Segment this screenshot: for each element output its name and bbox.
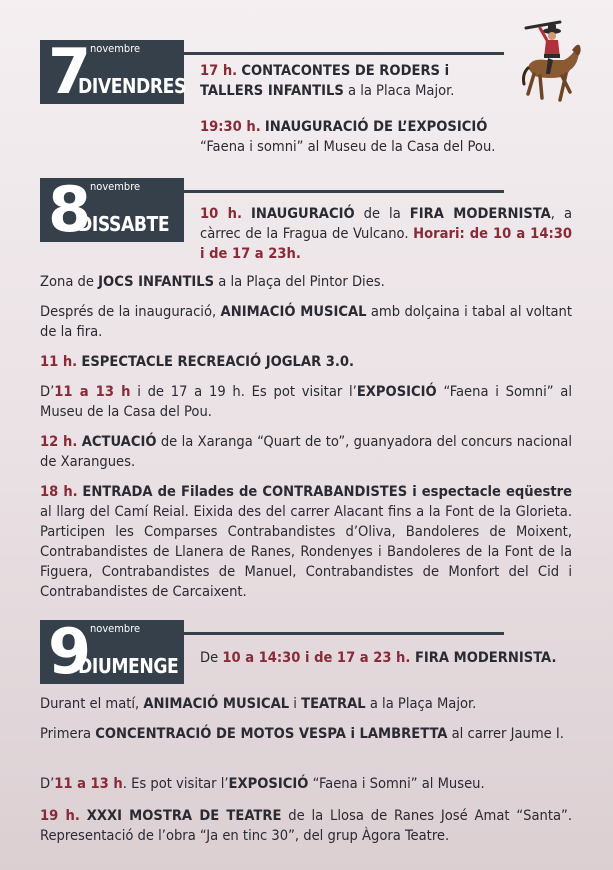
- event-9-5: [40, 806, 572, 846]
- event-detail: amb dolçaina i tabal al voltant de la fira.: [40, 303, 572, 340]
- event-detail: D’: [40, 775, 55, 792]
- event-title: INAUGURACIÓ DE L’EXPOSICIÓ: [264, 118, 488, 135]
- event-8-2: [40, 272, 572, 292]
- event-title: EXPOSICIÓ: [228, 775, 309, 792]
- event-title: FIRA MODERNISTA.: [410, 649, 557, 666]
- event-8-3: [40, 302, 572, 342]
- event-detail: D’: [40, 383, 55, 400]
- event-time: 11 a 13 h: [54, 775, 123, 792]
- event-title: JOCS INFANTILS: [98, 273, 215, 290]
- event-detail: de la Xaranga “Quart de to”, guanyadora del concurs nacional de Xarangues.: [40, 433, 572, 470]
- day-number: 9: [48, 615, 92, 688]
- event-title: XXXI MOSTRA DE TEATRE: [86, 807, 282, 824]
- event-detail: a la Plaça del Pintor Dies.: [214, 273, 385, 290]
- month-label: novembre: [90, 180, 141, 193]
- month-label: novembre: [90, 622, 141, 635]
- event-title: CONTACONTES DE RODERS i TALLERS INFANTILS: [200, 62, 450, 99]
- event-title: EXPOSICIÓ: [356, 383, 437, 400]
- event-8-7: [40, 482, 572, 602]
- event-title: ACTUACIÓ: [81, 433, 157, 450]
- event-title: ANIMACIÓ MUSICAL: [143, 695, 290, 712]
- event-title: CONCENTRACIÓ DE MOTOS VESPA i LAMBRETTA: [95, 725, 448, 742]
- event-detail: a la Placa Major.: [343, 82, 455, 99]
- event-8-6: [40, 432, 572, 472]
- event-title: TEATRAL: [301, 695, 366, 712]
- event-detail: i de 17 a 19 h. Es pot visitar l’: [130, 383, 357, 400]
- event-8-1: [200, 204, 572, 264]
- event-detail: De: [200, 649, 223, 666]
- event-detail: a la Plaça Major.: [365, 695, 477, 712]
- event-8-5: [40, 382, 572, 422]
- section-rule: [184, 190, 504, 193]
- event-title: ENTRADA de Filades de CONTRABANDISTES i espectacle eqüestre: [82, 483, 573, 500]
- event-time: 19:30 h.: [200, 118, 261, 135]
- event-schedule: Horari: de 10 a 14:30 i de 17 a 23h.: [200, 225, 572, 262]
- section-rule: [184, 52, 504, 55]
- weekday-label: DISSABTE: [78, 212, 170, 236]
- event-detail: “Faena i Somni” al Museu.: [308, 775, 485, 792]
- event-detail: al carrer Jaume I.: [447, 725, 564, 742]
- event-detail: Zona de: [40, 273, 99, 290]
- event-9-4: [40, 774, 572, 794]
- event-highlight: FIRA MODERNISTA: [409, 205, 551, 222]
- event-detail: de la Llosa de Ranes José Amat “Santa”. Representació de l’obra “Ja en tinc 30”, del grup Àgora Teatre.: [40, 807, 572, 844]
- weekday-label: DIVENDRES: [78, 74, 186, 98]
- event-time: 11 a 13 h: [54, 383, 131, 400]
- section-rule: [184, 632, 504, 635]
- event-detail: i: [289, 695, 302, 712]
- event-title: INAUGURACIÓ: [251, 205, 355, 222]
- day-number: 8: [48, 173, 92, 246]
- event-title: ANIMACIÓ MUSICAL: [220, 303, 367, 320]
- date-badge-7: [40, 35, 186, 108]
- event-detail: al llarg del Camí Reial. Eixida des del carrer Alacant fins a la Font de la Glorieta. Participen les Comparses Contrabandistes d’Oliva, Bandoleres de Moixent, Contrabandistes de Llanera de Ranes, Rondenyes i Bandoleres de la Font de la Figuera, Contrabandistes de Manuel, Contrabandistes de Monfort del Cid i Contrabandistes de Carcaixent.: [40, 503, 572, 600]
- event-detail: . Es pot visitar l’: [122, 775, 229, 792]
- event-detail: de la: [354, 205, 410, 222]
- event-detail: , a càrrec de la Fragua de Vulcano.: [200, 205, 573, 242]
- weekday-label: DIUMENGE: [78, 654, 179, 678]
- event-9-3: [40, 724, 572, 744]
- event-detail: Primera: [40, 725, 96, 742]
- event-detail: Després de la inauguració,: [40, 303, 221, 320]
- event-title: ESPECTACLE RECREACIÓ JOGLAR 3.0.: [81, 353, 355, 370]
- event-detail: “Faena i Somni” al Museu de la Casa del Pou.: [40, 383, 572, 420]
- event-time: 10 a 14:30 i de 17 a 23 h.: [222, 649, 411, 666]
- event-time: 19 h.: [40, 807, 80, 824]
- event-time: 10 h.: [200, 205, 243, 222]
- event-9-2: [40, 694, 572, 714]
- event-time: 17 h.: [200, 62, 238, 79]
- date-badge-8: [40, 173, 184, 246]
- event-detail: “Faena i somni” al Museu de la Casa del Pou.: [200, 138, 496, 155]
- day-number: 7: [48, 35, 92, 108]
- event-detail: Durant el matí,: [40, 695, 144, 712]
- horse-rider-icon: [520, 14, 582, 106]
- event-8-4: [40, 352, 572, 372]
- event-time: 18 h.: [40, 483, 78, 500]
- event-7-1: [200, 61, 500, 101]
- event-time: 12 h.: [40, 433, 78, 450]
- event-time: 11 h.: [40, 353, 78, 370]
- event-9-1: [200, 648, 580, 668]
- event-7-2: [200, 117, 572, 157]
- date-badge-9: [40, 615, 184, 688]
- month-label: novembre: [90, 42, 141, 55]
